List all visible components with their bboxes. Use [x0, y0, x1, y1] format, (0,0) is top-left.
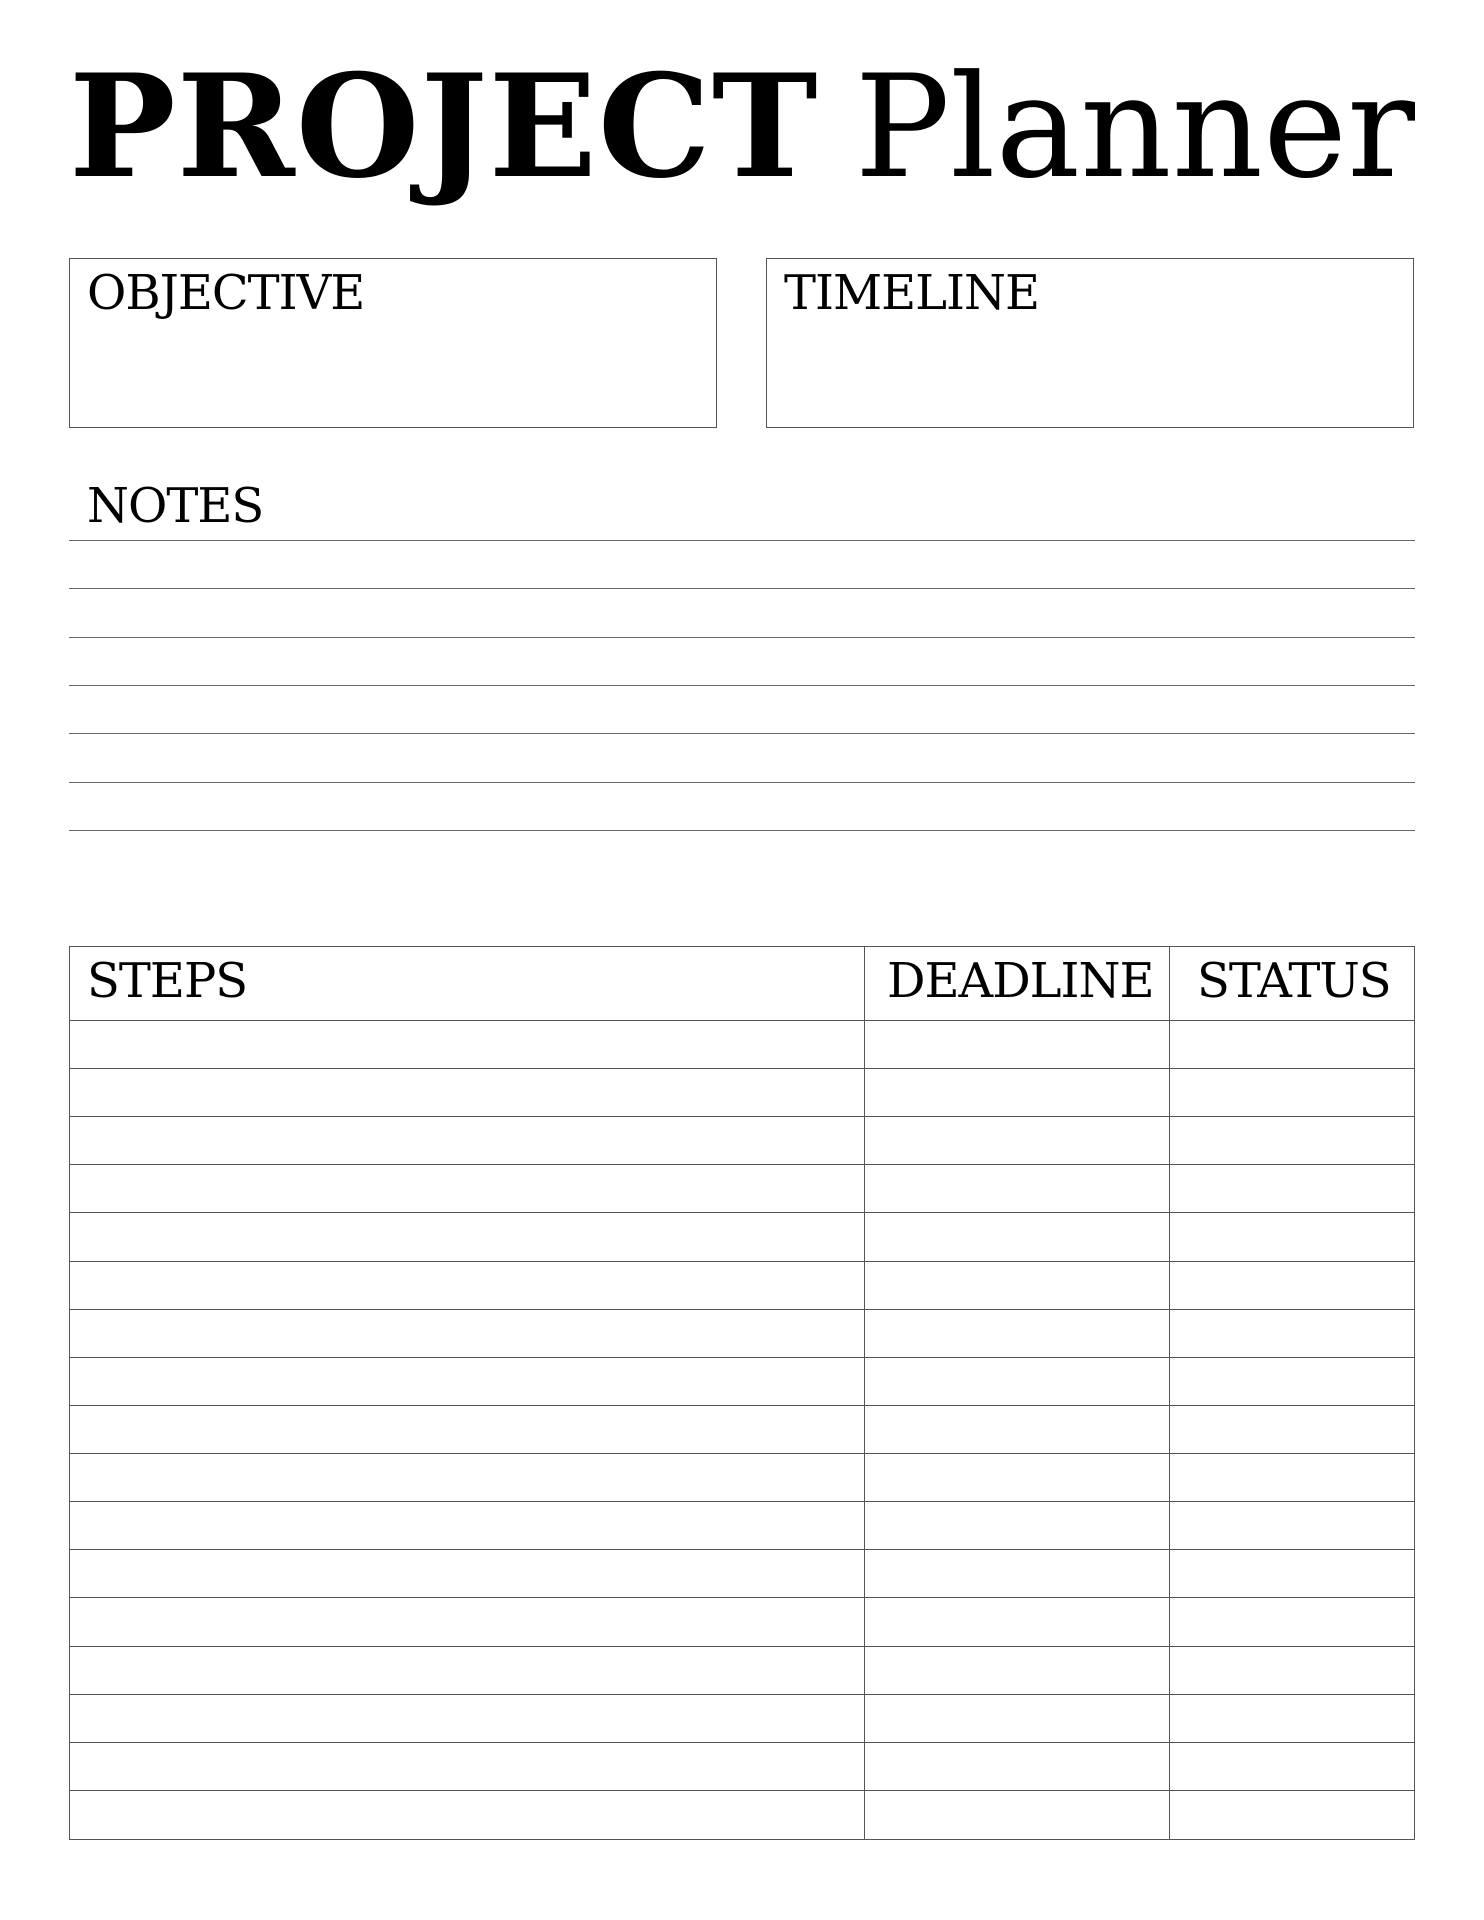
- page-title: [0, 44, 1484, 210]
- table-row[interactable]: [70, 1068, 1414, 1069]
- table-row[interactable]: [70, 1742, 1414, 1743]
- table-row[interactable]: [70, 1549, 1414, 1550]
- notes-line[interactable]: [69, 733, 1415, 734]
- deadline-status-divider: [1169, 947, 1170, 1839]
- objective-label: OBJECTIVE: [87, 265, 365, 321]
- table-row[interactable]: [70, 1501, 1414, 1502]
- table-row[interactable]: [70, 1212, 1414, 1213]
- table-row[interactable]: [70, 1453, 1414, 1454]
- table-row[interactable]: [70, 1405, 1414, 1406]
- table-row[interactable]: [70, 1261, 1414, 1262]
- notes-line[interactable]: [69, 782, 1415, 783]
- table-row[interactable]: [70, 1790, 1414, 1791]
- title-bold-word: PROJECT: [68, 44, 819, 210]
- table-row[interactable]: [70, 1309, 1414, 1310]
- notes-line[interactable]: [69, 540, 1415, 541]
- table-row[interactable]: [70, 1116, 1414, 1117]
- notes-line[interactable]: [69, 637, 1415, 638]
- status-header: STATUS: [1197, 953, 1391, 1009]
- table-row[interactable]: [70, 1694, 1414, 1695]
- notes-label: NOTES: [87, 478, 264, 534]
- deadline-header: DEADLINE: [887, 953, 1154, 1009]
- table-row[interactable]: [70, 1597, 1414, 1598]
- notes-line[interactable]: [69, 588, 1415, 589]
- table-row[interactable]: [70, 1164, 1414, 1165]
- steps-table: [69, 946, 1415, 1840]
- notes-line[interactable]: [69, 685, 1415, 686]
- objective-box[interactable]: [69, 258, 717, 428]
- title-light-word: Planner: [854, 45, 1416, 210]
- table-row[interactable]: [70, 1020, 1414, 1021]
- steps-header: STEPS: [87, 953, 248, 1009]
- notes-line[interactable]: [69, 830, 1415, 831]
- table-row[interactable]: [70, 1646, 1414, 1647]
- steps-deadline-divider: [864, 947, 865, 1839]
- table-row[interactable]: [70, 1357, 1414, 1358]
- timeline-box[interactable]: [766, 258, 1414, 428]
- timeline-label: TIMELINE: [784, 265, 1040, 321]
